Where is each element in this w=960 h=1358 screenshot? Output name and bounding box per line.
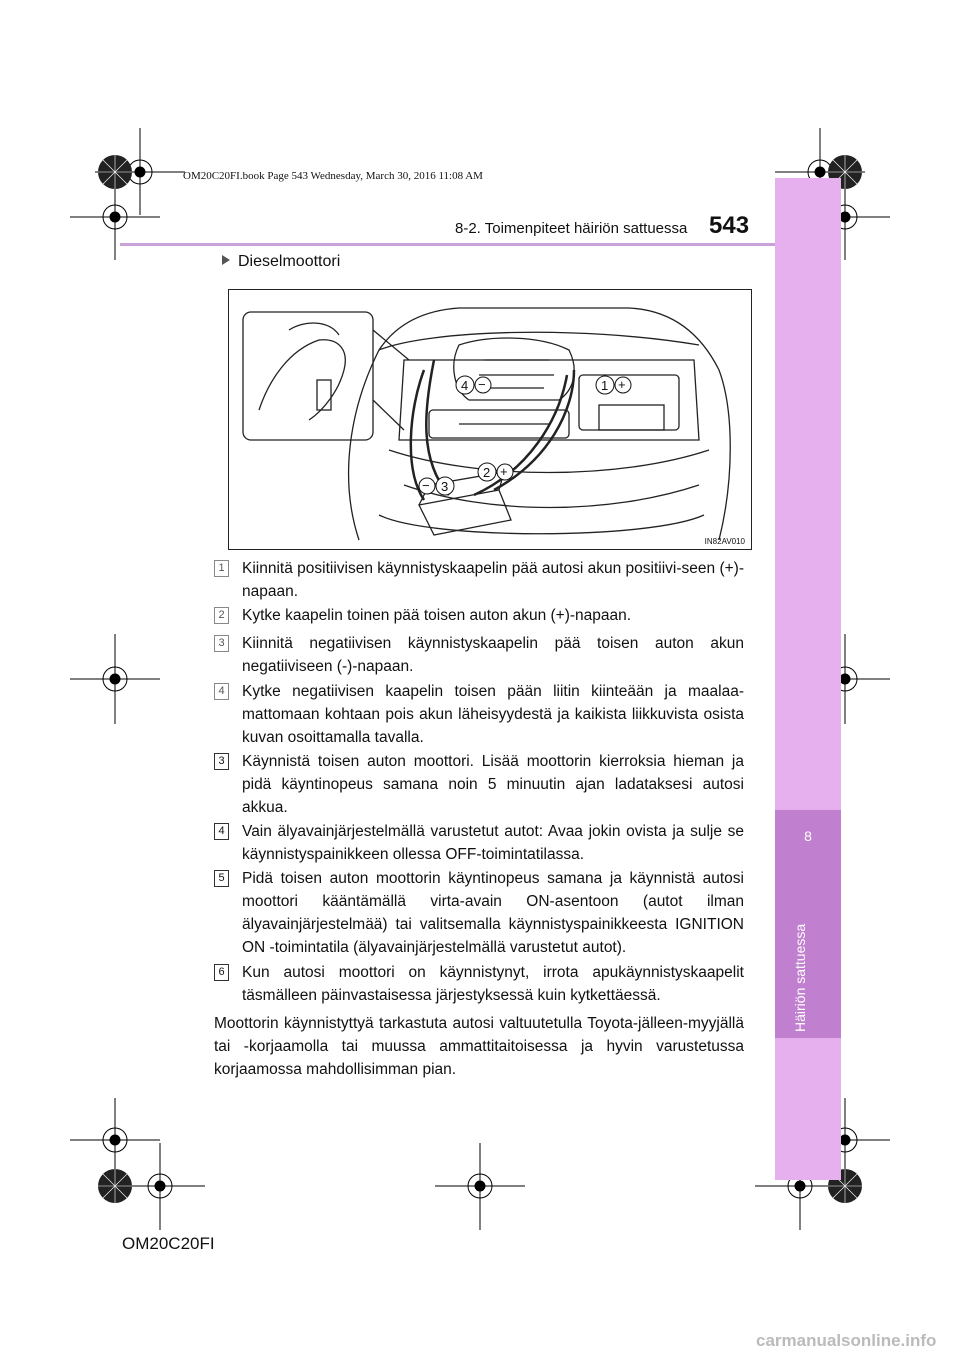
header-rule — [120, 243, 775, 246]
substep-number: 2 — [214, 607, 229, 624]
section-title: 8-2. Toimenpiteet häiriön sattuessa — [455, 220, 688, 237]
callout-1: 1 — [601, 378, 609, 393]
step-3 — [214, 750, 744, 819]
substep-text: Kytke negatiivisen kaapelin toisen pään liitin kiinteään ja maalaa-mattomaan kohtaan pois akun läheisyydestä ja kaikista liikkuvista osista kuvan osoittamalla tavalla. — [242, 683, 744, 746]
step-text: Kun autosi moottori on käynnistynyt, irrota apukäynnistyskaapelit täsmälleen päinvastaisessa järjestyksessä kuin kytkettäessä. — [242, 964, 744, 1004]
step-text: Käynnistä toisen auton moottori. Lisää moottorin kierroksia hieman ja pidä käyntinopeus samana noin 5 minuutin ajan ladataksesi autosi akkua. — [242, 753, 744, 816]
step-number: 6 — [214, 964, 229, 981]
callout-4-symbol: − — [478, 377, 486, 392]
substep-4 — [214, 680, 744, 749]
step-text: Pidä toisen auton moottorin käyntinopeus samana ja käynnistä autosi moottori kääntämällä virta-avain ON-asentoon (autot ilman älyavainjärjestelmää) tai valitsemalla käynnistyspainikkeesta IGNITION ON -toimintatila (älyavainjärjestelmällä varustetut autot). — [242, 870, 744, 956]
substep-text: Kytke kaapelin toinen pää toisen auton akun (+)-napaan. — [242, 607, 632, 624]
bullet-heading — [222, 253, 340, 271]
step-text: Vain älyavainjärjestelmällä varustetut autot: Avaa jokin ovista ja sulje se käynnistyspainikkeen ollessa OFF-toimintatilassa. — [242, 823, 744, 863]
chapter-number: 8 — [804, 828, 812, 844]
callout-3-symbol: − — [422, 478, 430, 493]
substep-text: Kiinnitä positiivisen käynnistyskaapelin pää autosi akun positiivi-seen (+)-napaan. — [242, 560, 744, 600]
step-number: 3 — [214, 753, 229, 770]
bullet-heading-text: Dieselmoottori — [238, 253, 341, 270]
watermark: carmanualsonline.info — [756, 1331, 937, 1350]
chapter-tab — [775, 810, 841, 1038]
substep-3 — [214, 632, 744, 678]
callout-4: 4 — [461, 378, 469, 393]
callout-2: 2 — [483, 465, 491, 480]
chapter-label: Häiriön sattuessa — [792, 923, 808, 1032]
engine-illustration — [229, 290, 751, 549]
bullet-triangle-icon — [222, 255, 230, 265]
substep-number: 3 — [214, 635, 229, 652]
substep-text: Kiinnitä negatiivisen käynnistyskaapelin pää toisen auton akun negatiiviseen (-)-napaan. — [242, 635, 744, 675]
substep-1 — [214, 557, 744, 603]
engine-figure — [228, 289, 752, 550]
page-number: 543 — [709, 212, 750, 239]
step-5 — [214, 867, 744, 959]
step-6 — [214, 961, 744, 1007]
substep-2 — [214, 604, 744, 627]
callout-2-symbol: + — [500, 464, 508, 479]
figure-code: IN82AV010 — [704, 537, 745, 546]
step-number: 5 — [214, 870, 229, 887]
callout-3: 3 — [441, 479, 449, 494]
substep-number: 4 — [214, 683, 229, 700]
book-info: OM20C20FI.book Page 543 Wednesday, March 30, 2016 11:08 AM — [183, 170, 483, 182]
step-number: 4 — [214, 823, 229, 840]
footer-code: OM20C20FI — [122, 1234, 215, 1253]
closing-paragraph: Moottorin käynnistyttyä tarkastuta autosi valtuutetulla Toyota-jälleen-myyjällä tai -korjaamolla tai muussa ammattitaitoisessa ja hyvin varustetussa korjaamossa mahdollisimman pian. — [214, 1015, 744, 1078]
callout-1-symbol: + — [618, 377, 626, 392]
substep-number: 1 — [214, 560, 229, 577]
step-4 — [214, 820, 744, 866]
